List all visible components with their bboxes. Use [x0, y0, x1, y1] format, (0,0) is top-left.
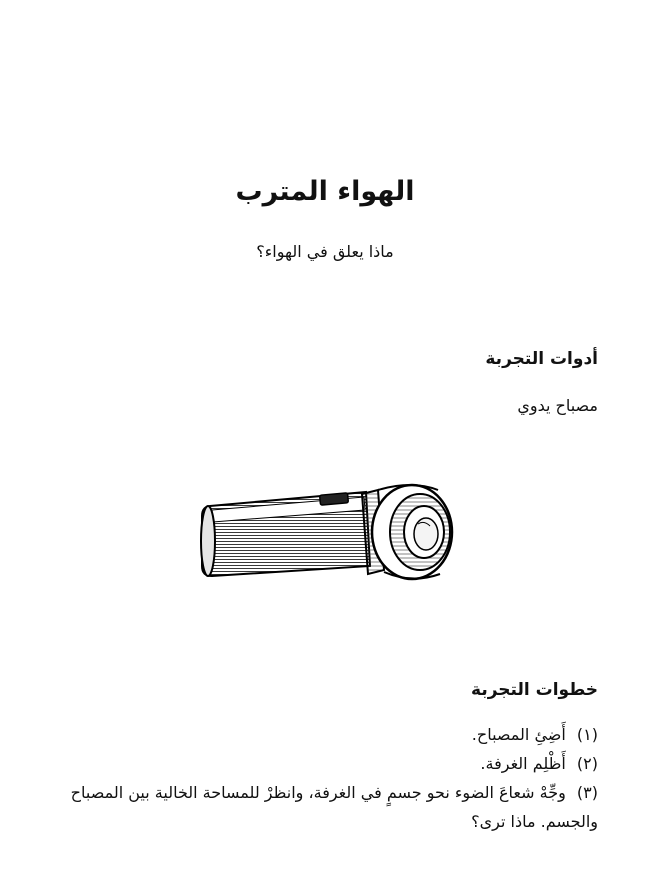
- step-number: (٣): [576, 783, 598, 802]
- steps-heading: خطوات التجربة: [471, 680, 598, 700]
- step-text: أَضِئِ المصباح.: [471, 725, 566, 744]
- flashlight-icon: [198, 480, 458, 590]
- step-text: أَظْلِم الغرفة.: [480, 754, 566, 773]
- step-text: وجِّهْ شعاعَ الضوء نحو جسمٍ في الغرفة، وانظرْ للمساحة الخالية بين المصباح والجسم. ماذا ترى؟: [70, 783, 598, 831]
- steps-list: [50, 720, 598, 836]
- step-number: (١): [576, 725, 598, 744]
- tools-heading: أدوات التجربة: [485, 349, 598, 369]
- list-item: [50, 749, 598, 778]
- tools-item: مصباح يدوي: [517, 396, 598, 415]
- list-item: [50, 778, 598, 836]
- list-item: [50, 720, 598, 749]
- page-question: ماذا يعلق في الهواء؟: [256, 242, 394, 261]
- page-title: الهواء المترب: [235, 176, 415, 207]
- step-number: (٢): [576, 754, 598, 773]
